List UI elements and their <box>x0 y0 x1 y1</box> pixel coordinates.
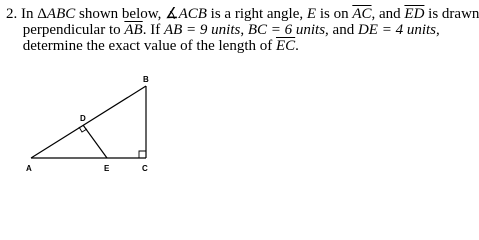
segment-ab <box>31 86 146 158</box>
vertex-label-a: A <box>26 164 32 173</box>
math-expression: E <box>306 6 317 22</box>
math-expression: AB = 9 units <box>163 22 241 38</box>
segment-ed <box>83 125 107 158</box>
problem-text-segment: is drawn <box>424 6 479 22</box>
problem-text-segment: , and <box>325 22 358 38</box>
problem-text-segment: In Δ <box>21 6 47 22</box>
right-angle-marker-c <box>139 151 146 158</box>
vertex-label-b: B <box>143 75 149 84</box>
problem-text-segment: perpendicular to <box>22 22 125 38</box>
math-expression: $\overline{ED}$ <box>404 6 425 22</box>
math-expression: $\overline{EC}$ <box>275 38 296 54</box>
math-expression: $\overline{AC}$ <box>352 6 372 22</box>
problem-text-segment: shown below, ∡ <box>75 6 179 22</box>
math-expression: ABC <box>46 6 76 22</box>
vertex-label-c: C <box>142 164 148 173</box>
vertex-label-e: E <box>104 164 110 173</box>
vertex-label-d: D <box>80 114 86 123</box>
problem-text-segment: is on <box>316 6 353 22</box>
math-expression: DE = 4 units <box>357 22 437 38</box>
problem-text-segment: . <box>295 38 299 54</box>
problem-text-segment: , <box>436 22 440 38</box>
problem-text-segment: is a right angle, <box>206 6 307 22</box>
problem-text-segment: . If <box>142 22 164 38</box>
problem-text-segment: determine the exact value of the length of <box>22 38 276 54</box>
math-expression: $\overline{AB}$ <box>124 22 143 38</box>
math-expression: ACB <box>178 6 207 22</box>
problem-text-segment: , <box>240 22 248 38</box>
problem-text-segment: , and <box>371 6 405 22</box>
math-expression: BC = 6 units <box>247 22 326 38</box>
problem-number: 2. <box>6 6 18 22</box>
